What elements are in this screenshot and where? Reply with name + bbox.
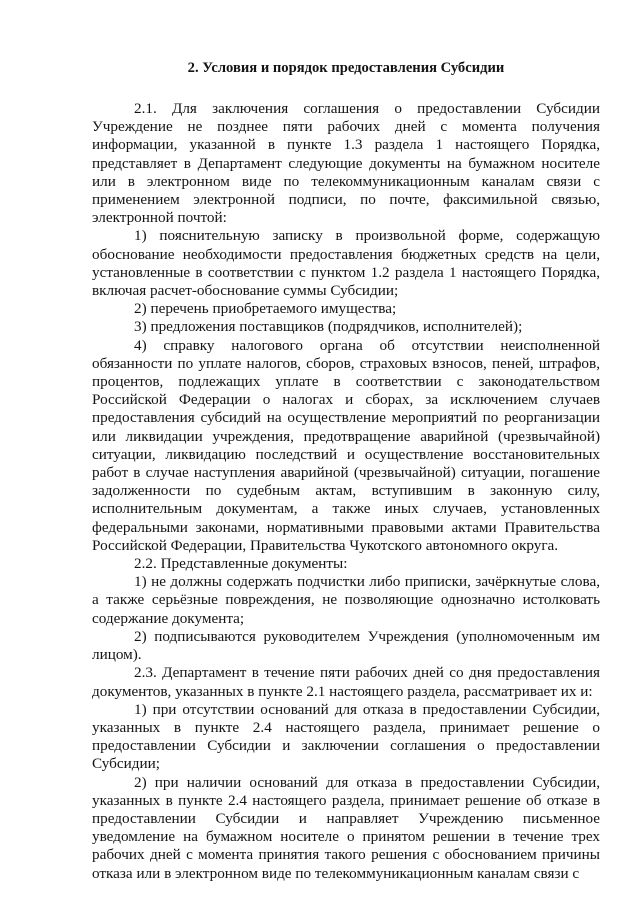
paragraph-2-3-item-1: 1) при отсутствии оснований для отказа в предоставлении Субсидии, указанных в пункте 2.4 настоящего раздела, принимает решение о предоставлении Субсидии и заключении соглашения о предоставлении Субсидии; bbox=[92, 700, 600, 773]
paragraph-2-1-item-2: 2) перечень приобретаемого имущества; bbox=[134, 300, 397, 318]
paragraph-2-2: 2.2. Представленные документы: bbox=[134, 555, 348, 573]
document-page bbox=[92, 58, 600, 883]
section-title: 2. Условия и порядок предоставления Субсидии bbox=[187, 60, 505, 76]
paragraph-2-1-item-3: 3) предложения поставщиков (подрядчиков, исполнителей); bbox=[134, 318, 523, 336]
paragraph-2-3: 2.3. Департамент в течение пяти рабочих дней со дня предоставления документов, указанных в пункте 2.1 настоящего раздела, рассматривает их и: bbox=[92, 664, 600, 700]
paragraph-2-2-item-2: 2) подписываются руководителем Учреждения (уполномоченным им лицом). bbox=[92, 627, 600, 664]
paragraph-2-1-item-4: 4) справку налогового органа об отсутствии неисполненной обязанности по уплате налогов, сборов, страховых взносов, пеней, штрафов, процентов, подлежащих уплате в соответствии с законодательством Российской Федерации о налогах и сборах, за исключением случаев предоставления субсидий на осуществление мероприятий по реорганизации или ликвидации учреждения, предотвращение аварийной (чрезвычайной) ситуации, ликвидацию последствий и осуществление восстановительных работ в случае наступления аварийной (чрезвычайной) ситуации, погашение задолженности по судебным актам, вступившим в законную силу, исполнительным документам, а также иных случаев, установленных федеральными законами, нормативными правовыми актами Правительства Российской Федерации, Правительства Чукотского автономного округа. bbox=[92, 336, 600, 554]
paragraph-2-1: 2.1. Для заключения соглашения о предоставлении Субсидии Учреждение не позднее пяти рабочих дней с момента получения информации, указанной в пункте 1.3 раздела 1 настоящего Порядка, представляет в Департамент следующие документы на бумажном носителе или в электронном виде по телекоммуникационным каналам связи с применением электронной подписи, по почте, факсимильной связью, электронной почтой: bbox=[92, 100, 600, 227]
paragraph-2-3-item-2: 2) при наличии оснований для отказа в предоставлении Субсидии, указанных в пункте 2.4 настоящего раздела, принимает решение об отказе в предоставлении Субсидии и направляет Учреждению письменное уведомление на бумажном носителе о принятом решении в течение трех рабочих дней с момента принятия такого решения с обоснованием причины отказа или в электронном виде по телекоммуникационным каналам связи с bbox=[92, 773, 600, 882]
paragraph-2-2-item-1: 1) не должны содержать подчистки либо приписки, зачёркнутые слова, а также серьёзные повреждения, не позволяющие однозначно истолковать содержание документа; bbox=[92, 573, 600, 627]
paragraph-2-1-item-1: 1) пояснительную записку в произвольной форме, содержащую обоснование необходимости предоставления бюджетных средств на цели, установленные в соответствии с пунктом 1.2 раздела 1 настоящего Порядка, включая расчет-обоснование суммы Субсидии; bbox=[92, 227, 600, 300]
